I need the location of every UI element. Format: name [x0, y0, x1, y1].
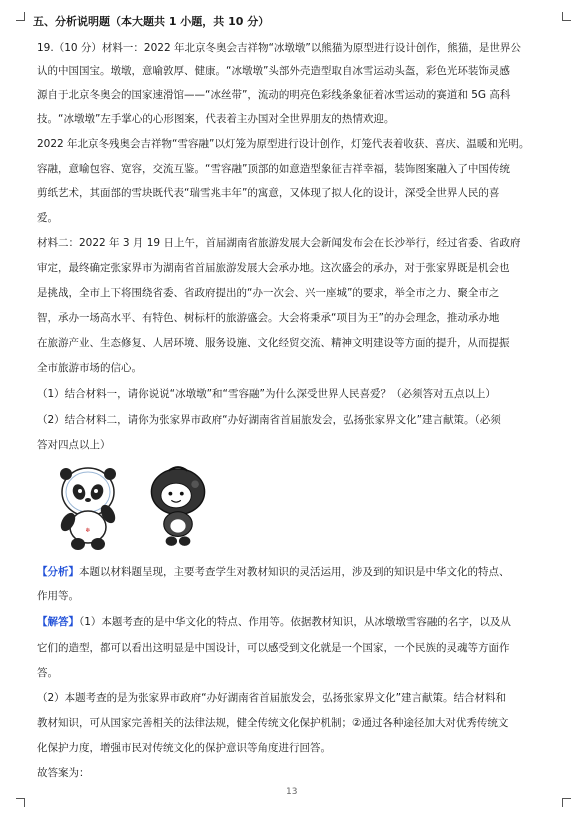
- question-line: 容融，意喻包容、宽容，交流互鉴。“雪容融”顶部的如意造型象征吉祥幸福，装饰图案融入了中国传统: [37, 163, 510, 175]
- question-line: 爱。: [37, 212, 58, 224]
- crop-mark-bottom-left: [16, 798, 25, 807]
- question-line: 技。“冰墩墩”左手掌心的心形图案，代表着主办国对全世界朋友的热情欢迎。: [37, 113, 395, 125]
- question-line: 19.（10 分）材料一：2022 年北京冬奥会吉祥物“冰墩墩”以熊猫为原型进行设计创作，熊猫，是世界公: [37, 42, 521, 54]
- section-title: 五、分析说明题（本大题共 1 小题，共 10 分）: [33, 15, 270, 28]
- analysis-line: 作用等。: [37, 590, 79, 602]
- bing-dwen-dwen-illustration: [48, 462, 128, 552]
- question-line: 审定，最终确定张家界市为湖南省首届旅游发展大会承办地。这次盛会的承办，对于张家界既是机会也: [37, 262, 510, 274]
- crop-mark-top-right: [562, 12, 571, 21]
- crop-mark-top-left: [16, 12, 25, 21]
- answer-line: 它们的造型，都可以看出这明显是中国设计，可以感受到文化就是一个国家，一个民族的灵魂等方面作: [37, 642, 510, 654]
- question-line: 全市旅游市场的信心。: [37, 362, 142, 374]
- answer-text: （1）本题考查的是中华文化的特点、作用等。依据教材知识，从冰墩墩雪容融的名字，以及从: [79, 616, 511, 628]
- answer-line: 化保护力度，增强市民对传统文化的保护意识等角度进行回答。: [37, 742, 331, 754]
- analysis-tag: 【分析】: [37, 566, 79, 578]
- answer-line: [37, 615, 557, 629]
- question-line: 在旅游产业、生态修复、人居环境、服务设施、文化经贸交流、精神文明建设等方面的提升，从而提振: [37, 337, 510, 349]
- question-line: 智，承办一场高水平、有特色、树标杆的旅游盛会。大会将秉承“项目为王”的办会理念，推动承办地: [37, 312, 500, 324]
- analysis-text: 本题以材料题呈现，主要考查学生对教材知识的灵活运用，涉及到的知识是中华文化的特点、: [79, 566, 510, 578]
- question-line: 源自于北京冬奥会的国家速滑馆——“冰丝带”，流动的明亮色彩线条象征着冰雪运动的赛道和 5G 高科: [37, 89, 511, 101]
- answer-line: 故答案为：: [37, 767, 90, 779]
- question-line: 材料二：2022 年 3 月 19 日上午，首届湖南省旅游发展大会新闻发布会在长沙举行，经过省委、省政府: [37, 237, 521, 249]
- answer-line: 教材知识，可从国家完善相关的法律法规，健全传统文化保护机制；②通过各种途径加大对优秀传统文: [37, 717, 509, 729]
- answer-tag: 【解答】: [37, 616, 79, 628]
- shuey-rhon-rhon-illustration: [140, 462, 216, 550]
- crop-mark-bottom-right: [562, 798, 571, 807]
- question-line: 答对四点以上）: [37, 439, 111, 451]
- analysis-line: [37, 565, 557, 579]
- answer-line: 答。: [37, 667, 58, 679]
- question-line: 剪纸艺术，其面部的雪块既代表“瑞雪兆丰年”的寓意，又体现了拟人化的设计，深受全世界人民的喜: [37, 187, 500, 199]
- svg-text:❄: ❄: [85, 527, 91, 534]
- page-number: 13: [286, 787, 298, 797]
- answer-line: （2）本题考查的是为张家界市政府“办好湖南省首届旅发会，弘扬张家界文化”建言献策。结合材料和: [37, 692, 507, 704]
- question-line: （2）结合材料二，请你为张家界市政府“办好湖南省首届旅发会，弘扬张家界文化”建言献策。（必须: [37, 414, 501, 426]
- question-line: （1）结合材料一，请你说说“冰墩墩”和“雪容融”为什么深受世界人民喜爱？（必须答对五点以上）: [37, 388, 496, 400]
- question-line: 2022 年北京冬残奥会吉祥物“雪容融”以灯笼为原型进行设计创作，灯笼代表着收获、喜庆、温暖和光明。: [37, 138, 530, 150]
- question-line: 是挑战，全市上下将围绕省委、省政府提出的“办一次会、兴一座城”的要求，举全市之力、聚全市之: [37, 287, 500, 299]
- question-line: 认的中国国宝。墩墩，意喻敦厚、健康。“冰墩墩”头部外壳造型取自冰雪运动头盔，彩色光环装饰灵感: [37, 65, 510, 77]
